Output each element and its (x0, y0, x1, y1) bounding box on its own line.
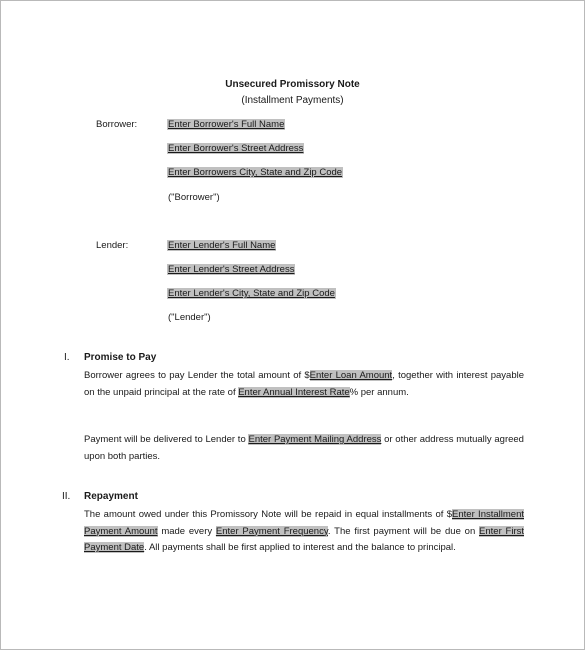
section-2-p1-text-a: The amount owed under this Promissory Note will be repaid in equal installments of $ (84, 509, 453, 520)
payment-frequency-field[interactable]: Enter Payment Frequency (215, 525, 328, 537)
borrower-city-field[interactable]: Enter Borrowers City, State and Zip Code (168, 167, 343, 178)
section-1-p2-text-b: or other address mutually agreed upon both parties. (84, 434, 524, 462)
installment-amount-field[interactable]: Enter Installment Payment Amount (84, 509, 524, 537)
payment-address-field[interactable]: Enter Payment Mailing Address (248, 434, 382, 445)
section-1-paragraph-1 (84, 368, 524, 401)
borrower-label: Borrower: (96, 119, 138, 130)
section-1-p1-text-b: , together with interest payable on the unpaid principal at the rate of (84, 370, 524, 398)
section-2-title: Repayment (84, 491, 138, 502)
borrower-name-field[interactable]: Enter Borrower's Full Name (168, 119, 285, 130)
lender-label: Lender: (96, 240, 129, 251)
section-2-p1-text-c: . The first payment will be due on (327, 525, 480, 537)
section-2-number: II. (62, 491, 71, 502)
document-subtitle: (Installment Payments) (241, 95, 344, 106)
section-1-p2-text-a: Payment will be delivered to Lender to (84, 434, 249, 445)
lender-street-field[interactable]: Enter Lender's Street Address (168, 264, 295, 275)
borrower-designation: ("Borrower") (168, 192, 220, 203)
section-1-title: Promise to Pay (84, 352, 157, 363)
borrower-street-field[interactable]: Enter Borrower's Street Address (168, 143, 304, 154)
lender-designation: ("Lender") (168, 312, 211, 323)
section-2-paragraph-1 (84, 507, 524, 557)
section-1-p1-text-a: Borrower agrees to pay Lender the total amount of $ (84, 370, 310, 381)
interest-rate-field[interactable]: Enter Annual Interest Rate (238, 386, 350, 398)
section-2-p1-text-d: . All payments shall be first applied to interest and the balance to principal. (144, 542, 456, 553)
section-1-number: I. (64, 352, 70, 363)
loan-amount-field[interactable]: Enter Loan Amount (309, 370, 393, 381)
lender-city-field[interactable]: Enter Lender's City, State and Zip Code (168, 288, 335, 299)
document-title: Unsecured Promissory Note (225, 79, 360, 90)
section-2-p1-text-b: made every (157, 525, 216, 537)
section-1-p1-text-c: % per annum. (349, 386, 409, 398)
first-payment-date-field[interactable]: Enter First Payment Date (84, 525, 525, 553)
lender-name-field[interactable]: Enter Lender's Full Name (168, 240, 276, 251)
section-1-paragraph-2 (84, 432, 524, 465)
